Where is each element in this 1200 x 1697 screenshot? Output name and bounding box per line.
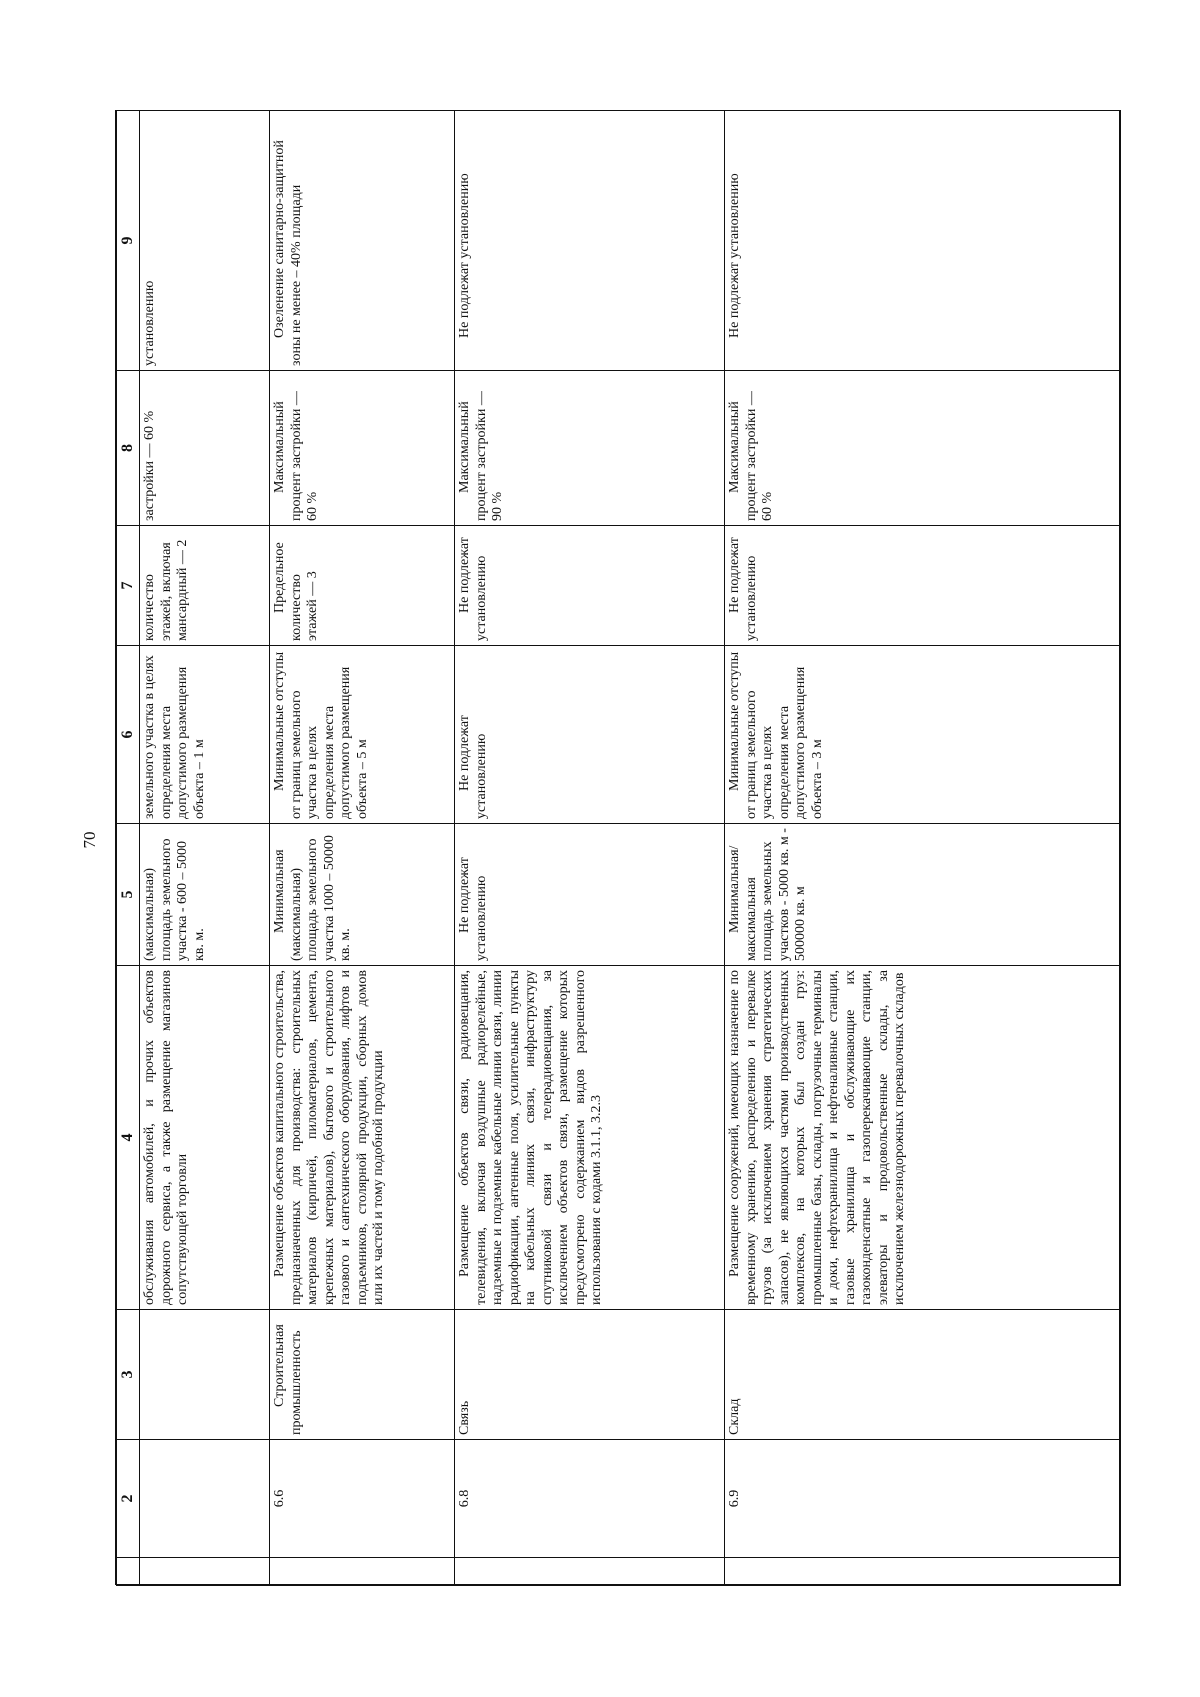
table-row bbox=[725, 111, 1121, 1586]
header-cell: 9 bbox=[117, 111, 140, 371]
plot-area-cell: (максимальная) площадь земельного участка - 600 – 5000 кв. м. bbox=[140, 824, 270, 966]
table-cell bbox=[725, 1558, 1121, 1586]
code-cell: 6.9 bbox=[725, 1440, 1121, 1558]
use-type-cell bbox=[140, 1310, 270, 1440]
coverage-cell: застройки — 60 % bbox=[140, 371, 270, 526]
use-type-cell: Связь bbox=[455, 1310, 725, 1440]
code-cell bbox=[140, 1440, 270, 1558]
coverage-cell: Максимальный процент застройки — 60 % bbox=[270, 371, 455, 526]
setback-cell: земельного участка в целях определения места допустимого размещения объекта – 1 м bbox=[140, 646, 270, 824]
description-cell: обслуживания автомобилей, и прочих объектов дорожного сервиса, а также размещение магазинов сопутствующей торговли bbox=[140, 966, 270, 1310]
header-cell: 7 bbox=[117, 526, 140, 646]
table-cell bbox=[270, 1558, 455, 1586]
other-params-cell: Не подлежат установлению bbox=[725, 111, 1121, 371]
coverage-cell: Максимальный процент застройки — 90 % bbox=[455, 371, 725, 526]
floors-cell: Не подлежат установлению bbox=[455, 526, 725, 646]
coverage-cell: Максимальный процент застройки — 60 % bbox=[725, 371, 1121, 526]
header-cell: 6 bbox=[117, 646, 140, 824]
use-type-cell: Строительная промышленность bbox=[270, 1310, 455, 1440]
other-params-cell: Не подлежат установлению bbox=[455, 111, 725, 371]
table-row bbox=[455, 111, 725, 1586]
floors-cell: Предельное количество этажей — 3 bbox=[270, 526, 455, 646]
other-params-cell: установлению bbox=[140, 111, 270, 371]
table-row bbox=[270, 111, 455, 1586]
description-cell: Размещение объектов капитального строительства, предназначенных для производства: строительных материалов (кирпичей, пиломатериалов, цемента, крепежных материалов), бытового и строительного газового и сантехнического оборудования, лифтов и подъемников, столярной продукции, сборных домов или их частей и тому подобной продукции bbox=[270, 966, 455, 1310]
other-params-cell: Озеленение санитарно-защитной зоны не менее – 40% площади bbox=[270, 111, 455, 371]
header-cell bbox=[117, 1558, 140, 1586]
header-cell: 2 bbox=[117, 1440, 140, 1558]
table-cell bbox=[455, 1558, 725, 1586]
header-cell: 4 bbox=[117, 966, 140, 1310]
code-cell: 6.8 bbox=[455, 1440, 725, 1558]
setback-cell: Минимальные отступы от границ земельного участка в целях определения места допустимого размещения объекта – 3 м bbox=[725, 646, 1121, 824]
table-cell bbox=[140, 1558, 270, 1586]
header-cell: 5 bbox=[117, 824, 140, 966]
plot-area-cell: Не подлежат установлению bbox=[455, 824, 725, 966]
land-use-regulations-table bbox=[116, 110, 1121, 1586]
header-cell: 8 bbox=[117, 371, 140, 526]
plot-area-cell: Минимальная (максимальная) площадь земельного участка 1000 – 50000 кв. м. bbox=[270, 824, 455, 966]
floors-cell: количество этажей, включая мансардный — 2 bbox=[140, 526, 270, 646]
header-row bbox=[117, 111, 140, 1586]
header-cell: 3 bbox=[117, 1310, 140, 1440]
code-cell: 6.6 bbox=[270, 1440, 455, 1558]
table-frame bbox=[115, 110, 1120, 1585]
rotated-table-container bbox=[116, 111, 1121, 1586]
description-cell: Размещение сооружений, имеющих назначение по временному хранению, распределению и перевалке грузов (за исключением хранения стратегических запасов), не являющихся частями производственных комплексов, на которых был создан груз: промышленные базы, склады, погрузочные терминалы и доки, нефтехранилища и нефтеналивные станции, газовые хранилища и обслуживающие их газоконденсатные и газоперекачивающие станции, элеваторы и продовольственные склады, за исключением железнодорожных перевалочных складов bbox=[725, 966, 1121, 1310]
floors-cell: Не подлежат установлению bbox=[725, 526, 1121, 646]
setback-cell: Минимальные отступы от границ земельного участка в целях определения места допустимого размещения объекта – 5 м bbox=[270, 646, 455, 824]
description-cell: Размещение объектов связи, радиовещания, телевидения, включая воздушные радиорелейные, надземные и подземные кабельные линии связи, линии радиофикации, антенные поля, усилительные пункты на кабельных линиях связи, инфраструктуру спутниковой связи и телерадиовещания, за исключением объектов связи, размещение которых предусмотрено содержанием видов разрешенного использования с кодами 3.1.1, 3.2.3 bbox=[455, 966, 725, 1310]
plot-area-cell: Минимальная/максимальная площадь земельных участков - 5000 кв. м - 500000 кв. м bbox=[725, 824, 1121, 966]
table-row bbox=[140, 111, 270, 1586]
page-number: 70 bbox=[80, 831, 99, 849]
setback-cell: Не подлежат установлению bbox=[455, 646, 725, 824]
use-type-cell: Склад bbox=[725, 1310, 1121, 1440]
